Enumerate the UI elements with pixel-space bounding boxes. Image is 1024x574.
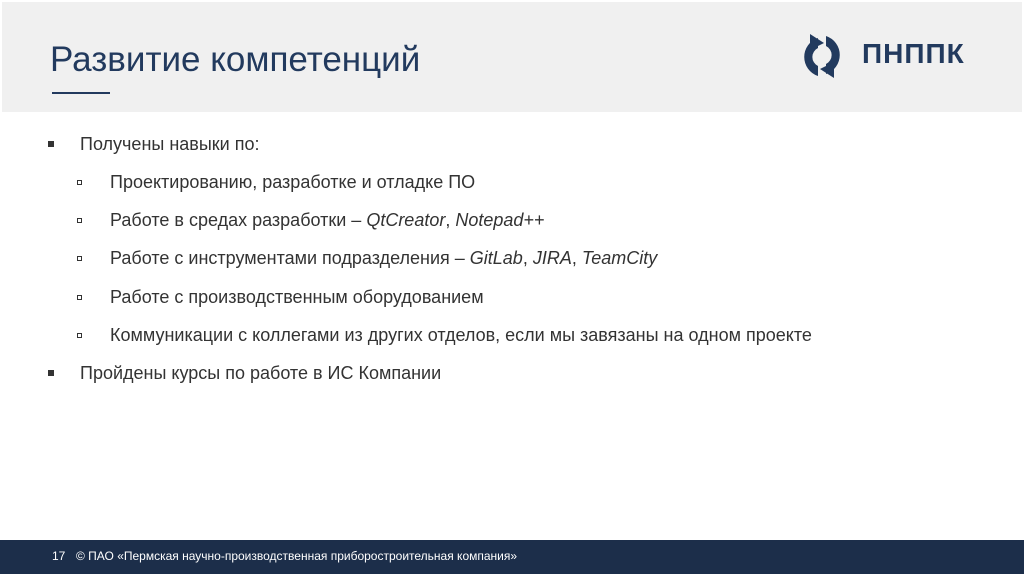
company-logo <box>796 32 986 80</box>
list-item: Проектированию, разработке и отладке ПО <box>110 172 476 192</box>
list-item: Работе с производственным оборудованием <box>110 287 484 307</box>
separator: , <box>522 248 533 268</box>
separator: , <box>571 248 582 268</box>
hollow-square-bullet-icon <box>77 256 82 261</box>
list-item: Получены навыки по: <box>80 134 260 154</box>
hollow-square-bullet-icon <box>77 180 82 185</box>
item-text: Работе в средах разработки – <box>110 210 367 230</box>
hollow-square-bullet-icon <box>77 295 82 300</box>
hollow-square-bullet-icon <box>77 333 82 338</box>
slide-footer <box>0 540 1024 574</box>
square-bullet-icon <box>48 141 54 147</box>
list-item: Пройдены курсы по работе в ИС Компании <box>80 363 442 383</box>
list-item <box>110 210 544 231</box>
tool-name: QtCreator <box>366 210 446 230</box>
tool-name: GitLab <box>469 248 523 268</box>
tool-name: TeamCity <box>581 248 658 268</box>
title-underline <box>52 92 110 94</box>
logo-arrows-icon <box>796 32 848 80</box>
square-bullet-icon <box>48 370 54 376</box>
list-item <box>110 248 657 269</box>
tool-name: Notepad++ <box>455 210 545 230</box>
page-number: 17 <box>52 549 66 563</box>
copyright-text: © ПАО «Пермская научно-производственная приборостроительная компания» <box>76 549 518 563</box>
item-text: Работе с инструментами подразделения – <box>110 248 470 268</box>
separator: , <box>445 210 456 230</box>
tool-name: JIRA <box>532 248 572 268</box>
slide-title: Развитие компетенций <box>50 40 421 79</box>
logo-text: ПНППК <box>862 38 965 69</box>
list-item: Коммуникации с коллегами из других отделов, если мы завязаны на одном проекте <box>110 325 812 345</box>
hollow-square-bullet-icon <box>77 218 82 223</box>
